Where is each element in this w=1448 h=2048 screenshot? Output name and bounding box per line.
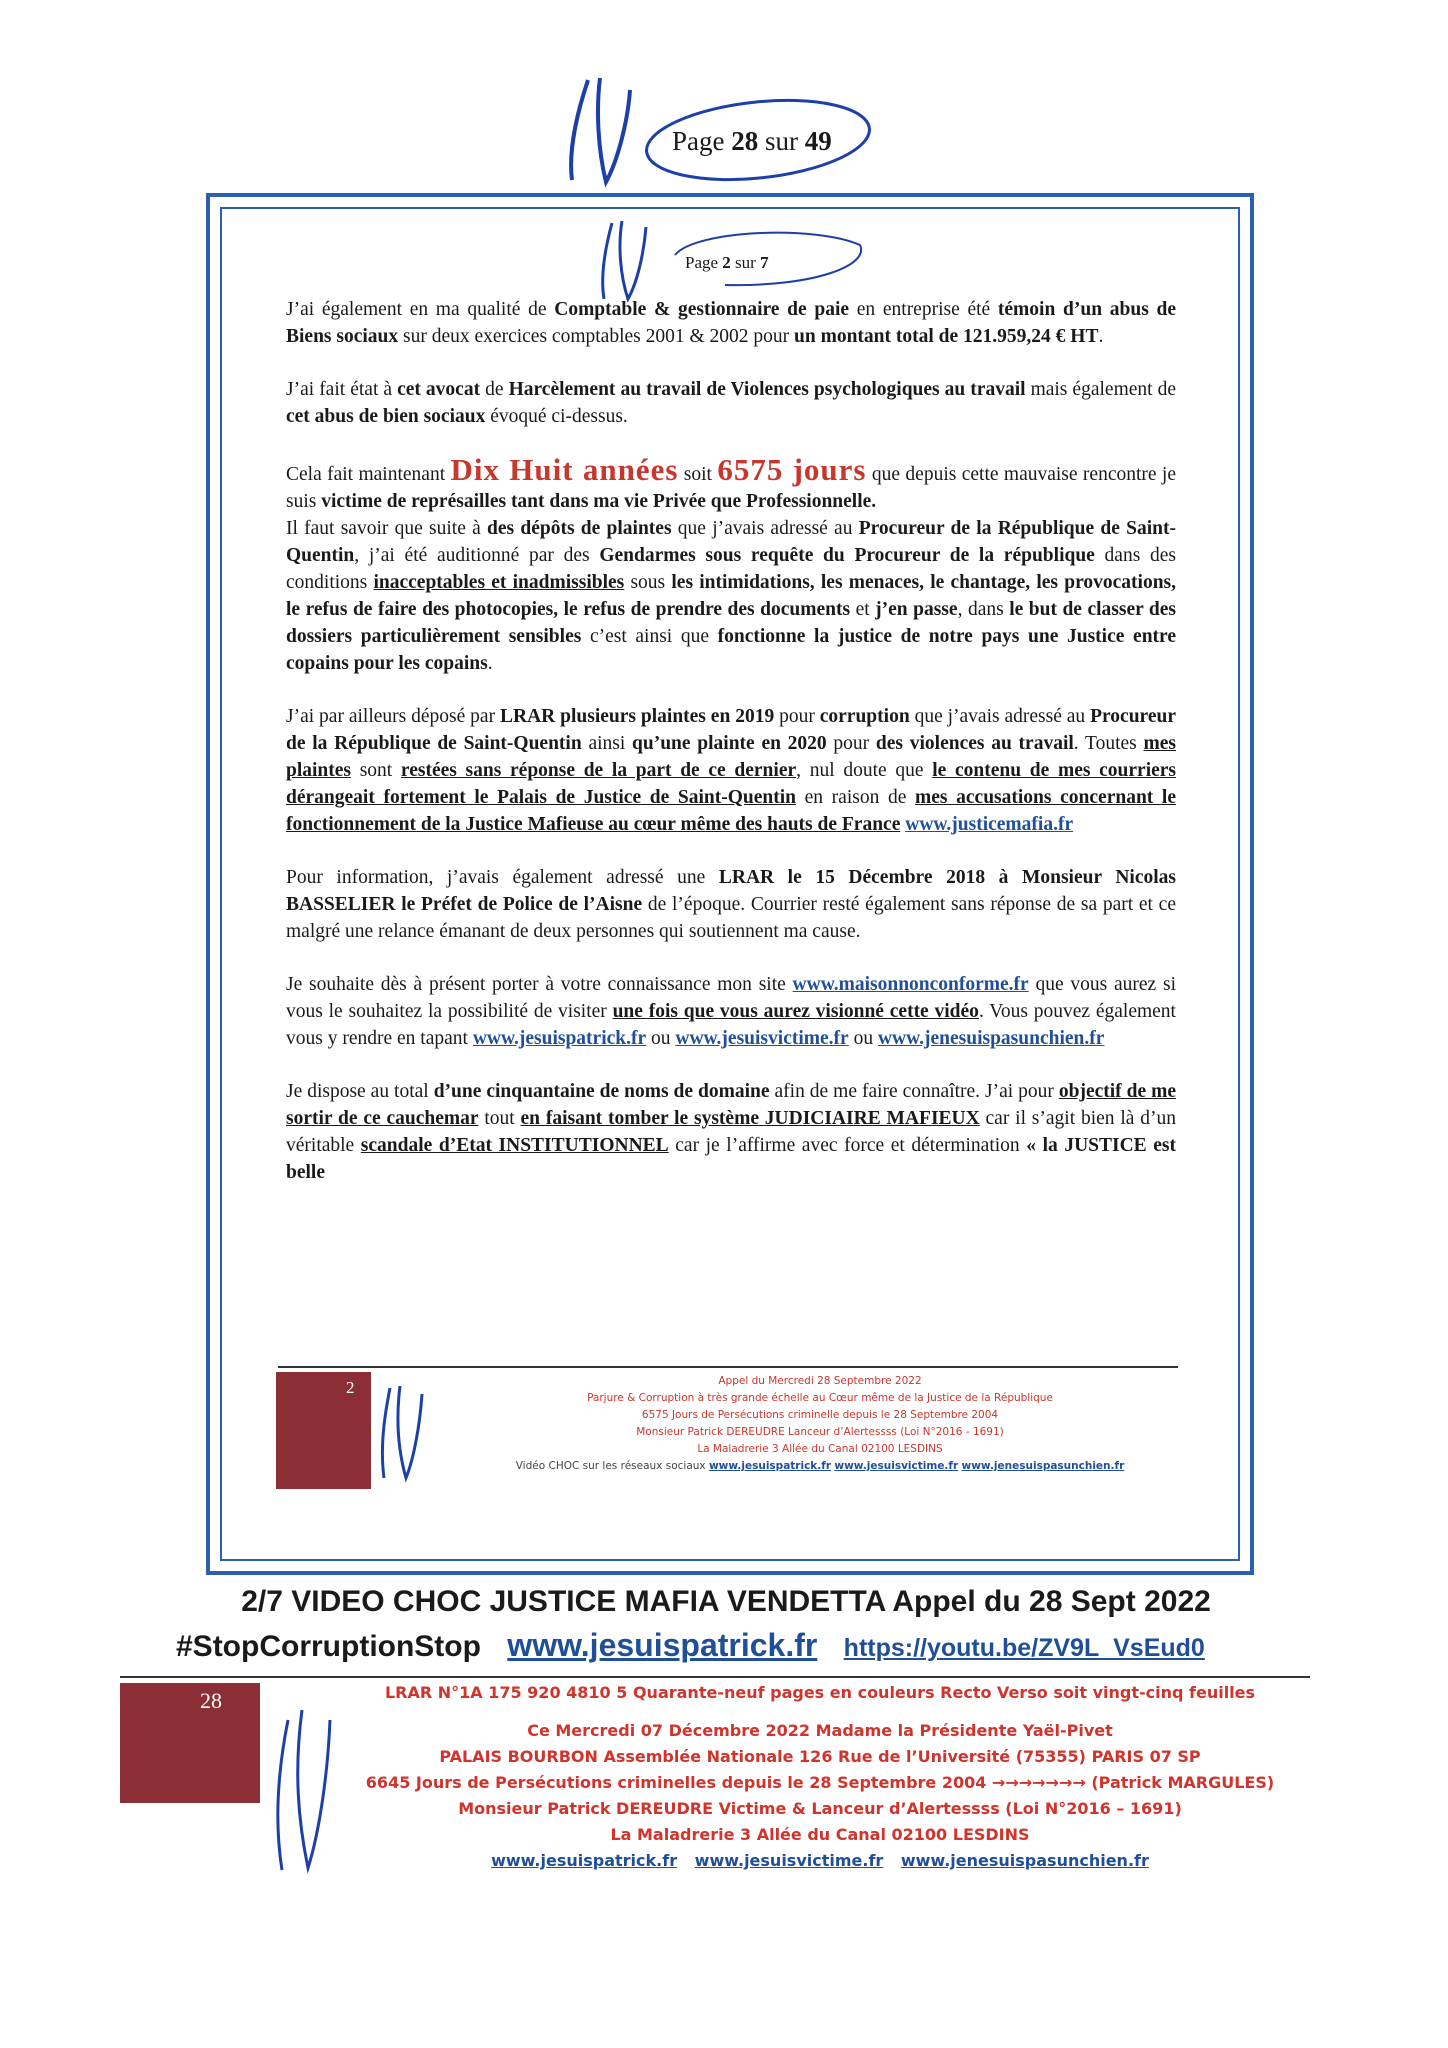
text-run: 6575 jours (717, 452, 867, 487)
text-run: de (480, 379, 509, 400)
caption-site-link[interactable]: www.jesuispatrick.fr (507, 1627, 818, 1663)
text-run: Procureur de la République de Saint-Quentin (286, 706, 1176, 754)
outer-footer-line: La Maladrerie 3 Allée du Canal 02100 LESDINS (610, 1825, 1030, 1844)
text-run: J’ai fait état à (286, 379, 398, 400)
inner-footer-line: Parjure & Corruption à très grande échelle au Cœur même de la Justice de la République (587, 1392, 1053, 1404)
text-run: . Vous pouvez également vous y rendre en tapant (286, 1001, 1176, 1049)
text-run: et (850, 599, 876, 620)
text-run: que depuis cette mauvaise rencontre je suis (286, 464, 1177, 512)
inline-link[interactable]: www.jenesuispasunchien.fr (877, 1028, 1105, 1049)
text-run: témoin d’un abus de Biens sociaux (286, 299, 1176, 347)
paragraph-sites (286, 971, 1176, 1052)
text-run: d’une cinquantaine de noms de domaine (433, 1081, 770, 1102)
inline-link[interactable]: www.justicemafia.fr (905, 814, 1074, 835)
paragraph-prefet (286, 864, 1176, 945)
outer-footer-link[interactable]: www.jesuisvictime.fr (694, 1851, 884, 1870)
text-run: Je souhaite dès à présent porter à votre connaissance mon site (286, 974, 793, 995)
inner-footer-text (440, 1373, 1200, 1475)
text-run: j’en passe (875, 599, 958, 620)
text-run: que j’avais adressé au (671, 518, 859, 539)
inner-page-number: Page 2 sur 7 (685, 253, 769, 272)
text-run: soit (678, 464, 718, 485)
text-run: « la JUSTICE est belle (286, 1135, 1176, 1183)
text-run: mes accusations concernant le fonctionnement de la Justice Mafieuse au cœur même des hauts de France (286, 787, 1176, 835)
inline-link[interactable]: www.maisonnonconforme.fr (792, 974, 1029, 995)
text-run: sous (624, 572, 672, 593)
text-run: Comptable & gestionnaire de paie (554, 299, 850, 320)
paragraph-harcelement (286, 376, 1176, 430)
inner-footer-links-line: Vidéo CHOC sur les réseaux sociaux www.jesuispatrick.fr www.jesuisvictime.fr www.jenesuispasunchien.fr (515, 1460, 1125, 1472)
outer-footer-links (330, 1848, 1310, 1874)
inner-footer-rule (278, 1366, 1178, 1368)
text-run: Il faut savoir que suite à (286, 518, 488, 539)
signature-mark-footer (268, 1700, 338, 1885)
text-run: une fois que vous aurez visionné cette vidéo (612, 1001, 979, 1022)
inner-footer-page-number: 2 (346, 1378, 355, 1397)
text-run: objectif de me sortir de ce cauchemar (286, 1081, 1177, 1129)
paragraph-abus-biens-sociaux (286, 296, 1176, 350)
outer-footer-link[interactable]: www.jesuispatrick.fr (491, 1851, 678, 1870)
text-run: les intimidations, les menaces, le chantage, les provocations, le refus de faire des photocopies, le refus de prendre des documents (286, 572, 1177, 620)
text-run: en entreprise été (849, 299, 998, 320)
text-run: LRAR plusieurs plaintes en 2019 (499, 706, 775, 727)
text-run: car je l’affirme avec force et détermination (668, 1135, 1027, 1156)
text-run: évoqué ci-dessus. (485, 406, 628, 427)
outer-footer-line: 6645 Jours de Persécutions criminelles depuis le 28 Septembre 2004 →→→→→→→ (Patrick MARGULES) (365, 1773, 1275, 1792)
text-run: ainsi (581, 733, 633, 754)
inline-link[interactable]: www.jesuisvictime.fr (675, 1028, 849, 1049)
text-run: en faisant tomber le système JUDICIAIRE MAFIEUX (520, 1108, 980, 1129)
text-run: pour (826, 733, 876, 754)
text-run: ou (848, 1028, 878, 1049)
text-run: que j’avais adressé au (909, 706, 1091, 727)
outer-footer-line: PALAIS BOURBON Assemblée Nationale 126 Rue de l’Université (75355) PARIS 07 SP (439, 1747, 1201, 1766)
text-run: en raison de (796, 787, 916, 808)
text-run: scandale d’Etat INSTITUTIONNEL (360, 1135, 669, 1156)
inner-footer-line: Appel du Mercredi 28 Septembre 2022 (718, 1375, 922, 1387)
text-run: fonctionne la justice de notre pays une Justice entre copains pour les copains (286, 626, 1176, 674)
text-run: Gendarmes sous requête du Procureur de la république (599, 545, 1095, 566)
text-run: tout (478, 1108, 521, 1129)
text-run: . (1098, 326, 1104, 347)
text-run: cet abus de bien sociaux (286, 406, 486, 427)
outer-footer-link[interactable]: www.jenesuispasunchien.fr (900, 1851, 1149, 1870)
inner-footer-link[interactable]: www.jesuispatrick.fr (708, 1460, 832, 1472)
text-run: car il s’agit bien là d’un véritable (286, 1108, 1176, 1156)
paragraph-dix-huit-annees (286, 452, 1177, 515)
text-run: pour (774, 706, 820, 727)
inner-footer-link[interactable]: www.jenesuispasunchien.fr (961, 1460, 1125, 1472)
text-run: Procureur de la République de Saint-Quentin (286, 518, 1176, 566)
text-run: . (487, 653, 493, 674)
text-run: que vous aurez si vous le souhaitez la possibilité de visiter (286, 974, 1176, 1022)
signature-mark-inner-footer (372, 1378, 432, 1493)
video-caption-links (176, 1627, 1306, 1664)
text-run: un montant total de 121.959,24 € HT (794, 326, 1099, 347)
text-run: des violences au travail (875, 733, 1074, 754)
outer-footer-line: LRAR N°1A 175 920 4810 5 Quarante-neuf pages en couleurs Recto Verso soit vingt-cinq feuilles (384, 1683, 1256, 1702)
inner-footer-line: Monsieur Patrick DEREUDRE Lanceur d’Alertessss (Loi N°2016 - 1691) (636, 1426, 1004, 1438)
video-caption-title: 2/7 VIDEO CHOC JUSTICE MAFIA VENDETTA Appel du 28 Sept 2022 (241, 1585, 1211, 1618)
text-run: . Toutes (1073, 733, 1144, 754)
text-run: J’ai également en ma qualité de (286, 299, 555, 320)
letter-body (286, 296, 1176, 1212)
text-run: LRAR le 15 Décembre 2018 à Monsieur Nicolas BASSELIER le Préfet de Police de l’Aisne (286, 867, 1177, 915)
caption-rule (120, 1676, 1310, 1678)
text-run: Harcèlement au travail de Violences psychologiques au travail (508, 379, 1026, 400)
paragraph-noms-domaine (286, 1078, 1176, 1186)
paragraph-lrar-plaintes (286, 703, 1176, 838)
text-run: restées sans réponse de la part de ce dernier (400, 760, 797, 781)
text-run: mais également de (1025, 379, 1176, 400)
outer-footer-page-number: 28 (200, 1688, 222, 1713)
inner-footer-line: La Maladrerie 3 Allée du Canal 02100 LESDINS (697, 1443, 943, 1455)
text-run: des dépôts de plaintes (487, 518, 672, 539)
caption-youtube-link[interactable]: https://youtu.be/ZV9L_VsEud0 (843, 1634, 1205, 1662)
text-run: qu’une plainte en 2020 (632, 733, 827, 754)
text-run: , nul doute que (796, 760, 933, 781)
text-run: c’est ainsi que (581, 626, 718, 647)
text-run: victime de représailles tant dans ma vie Privée que Professionnelle. (321, 491, 877, 512)
text-run: Dix Huit années (450, 452, 679, 487)
outer-footer-line: Monsieur Patrick DEREUDRE Victime & Lanceur d’Alertessss (Loi N°2016 – 1691) (458, 1799, 1182, 1818)
text-run: le but de classer des dossiers particulièrement sensibles (286, 599, 1176, 647)
text-run: cet avocat (397, 379, 481, 400)
inline-link[interactable]: www.jesuispatrick.fr (472, 1028, 647, 1049)
text-run: corruption (819, 706, 910, 727)
text-run: ou (646, 1028, 676, 1049)
text-run: Je dispose au total (286, 1081, 434, 1102)
text-run: mes plaintes (286, 733, 1177, 781)
paragraph-depots-plaintes (286, 515, 1176, 677)
inner-footer-link[interactable]: www.jesuisvictime.fr (834, 1460, 959, 1472)
text-run: , j’ai été auditionné par des (354, 545, 600, 566)
text-run: sur deux exercices comptables 2001 & 2002 pour (398, 326, 795, 347)
outer-footer-line: Ce Mercredi 07 Décembre 2022 Madame la Présidente Yaël-Pivet (527, 1721, 1113, 1740)
text-run: afin de me faire connaître. J’ai pour (769, 1081, 1059, 1102)
inner-footer-line: 6575 Jours de Persécutions criminelle depuis le 28 Septembre 2004 (641, 1409, 999, 1421)
text-run: de l’époque. Courrier resté également sans réponse de sa part et ce malgré une relance émanant de deux personnes qui soutiennent ma cause. (286, 894, 1176, 942)
outer-footer-page-box (120, 1683, 260, 1803)
inner-footer-page-box (276, 1372, 371, 1489)
text-run: , dans (957, 599, 1010, 620)
text-run: le contenu de mes courriers dérangeait fortement le Palais de Justice de Saint-Quentin (286, 760, 1177, 808)
inner-page-number-badge (665, 225, 875, 295)
text-run: J’ai par ailleurs déposé par (286, 706, 500, 727)
text-run: Pour information, j’avais également adressé une (286, 867, 719, 888)
hashtag: #StopCorruptionStop (176, 1630, 481, 1663)
text-run: Cela fait maintenant (286, 464, 451, 485)
outer-page-number: Page 28 sur 49 (672, 126, 832, 156)
outer-page-number-badge (640, 88, 880, 188)
outer-footer-text (330, 1680, 1310, 1874)
text-run: dans des conditions (286, 545, 1176, 593)
text-run: inacceptables et inadmissibles (373, 572, 625, 593)
signature-mark (558, 70, 648, 195)
text-run: sont (351, 760, 401, 781)
